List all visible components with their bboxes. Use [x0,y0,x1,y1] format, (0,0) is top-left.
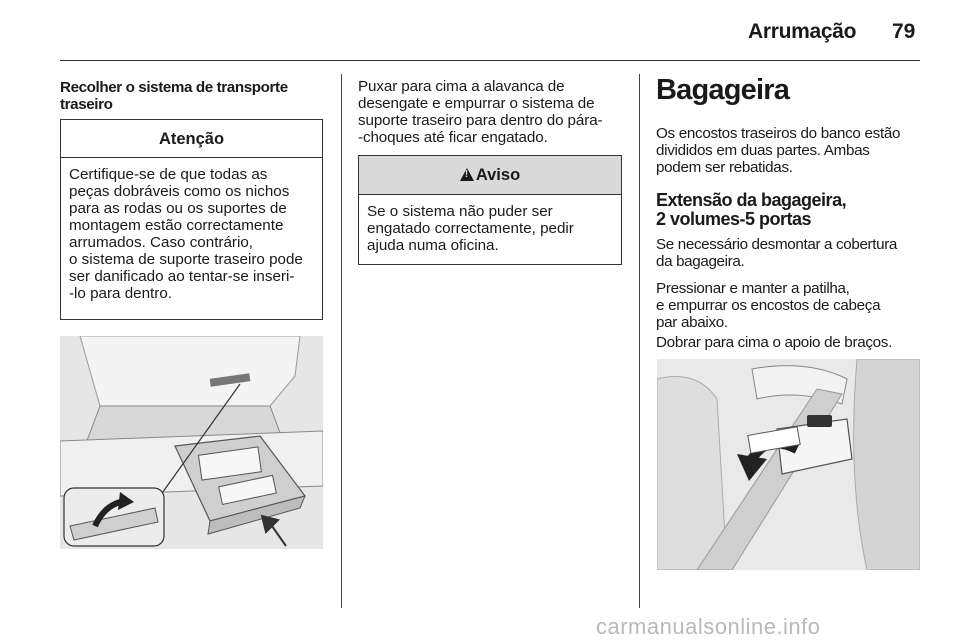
warning-box-header [359,156,621,195]
left-heading: Recolher o sistema de transporte traseiro [60,79,288,113]
right-paragraph-2: Pressionar e manter a patilha, e empurrar os encostos de cabeça par abaixo. [656,280,881,331]
caution-box-text: Certifique-se de que todas as peças dobráveis como os nichos para as rodas ou os suportes de montagem estão correctamente arrumados. Caso contrário, o sistema de suporte traseiro pode ser danificado ao tentar-se inseri- -lo para dentro. [69,166,303,302]
watermark: carmanualsonline.info [596,614,821,639]
warning-box [358,155,622,265]
sub-heading: Extensão da bagageira, 2 volumes-5 portas [656,190,847,229]
right-intro: Os encostos traseiros do banco estão divididos em duas partes. Ambas podem ser rebatidas. [656,125,901,176]
warning-box-title: Aviso [475,165,521,184]
caution-box [60,119,323,320]
section-title: Bagageira [656,74,790,106]
headrest-illustration [657,359,920,570]
column-divider-left [341,74,342,608]
middle-paragraph: Puxar para cima a alavanca de desengate e empurrar o sistema de suporte traseiro para dentro do pára- -choques até ficar engatado. [358,78,603,146]
warning-triangle-icon [460,168,474,181]
column-divider-right [639,74,640,608]
warning-box-text: Se o sistema não puder ser engatado correctamente, pedir ajuda numa oficina. [367,203,574,254]
page-number: 79 [892,20,916,43]
header-rule [60,60,920,61]
rear-carrier-illustration [60,336,323,549]
running-header-title: Arrumação [748,20,857,43]
right-paragraph-3: Dobrar para cima o apoio de braços. [656,334,893,351]
right-paragraph-1: Se necessário desmontar a cobertura da bagageira. [656,236,898,270]
caution-box-title: Atenção [61,120,322,158]
